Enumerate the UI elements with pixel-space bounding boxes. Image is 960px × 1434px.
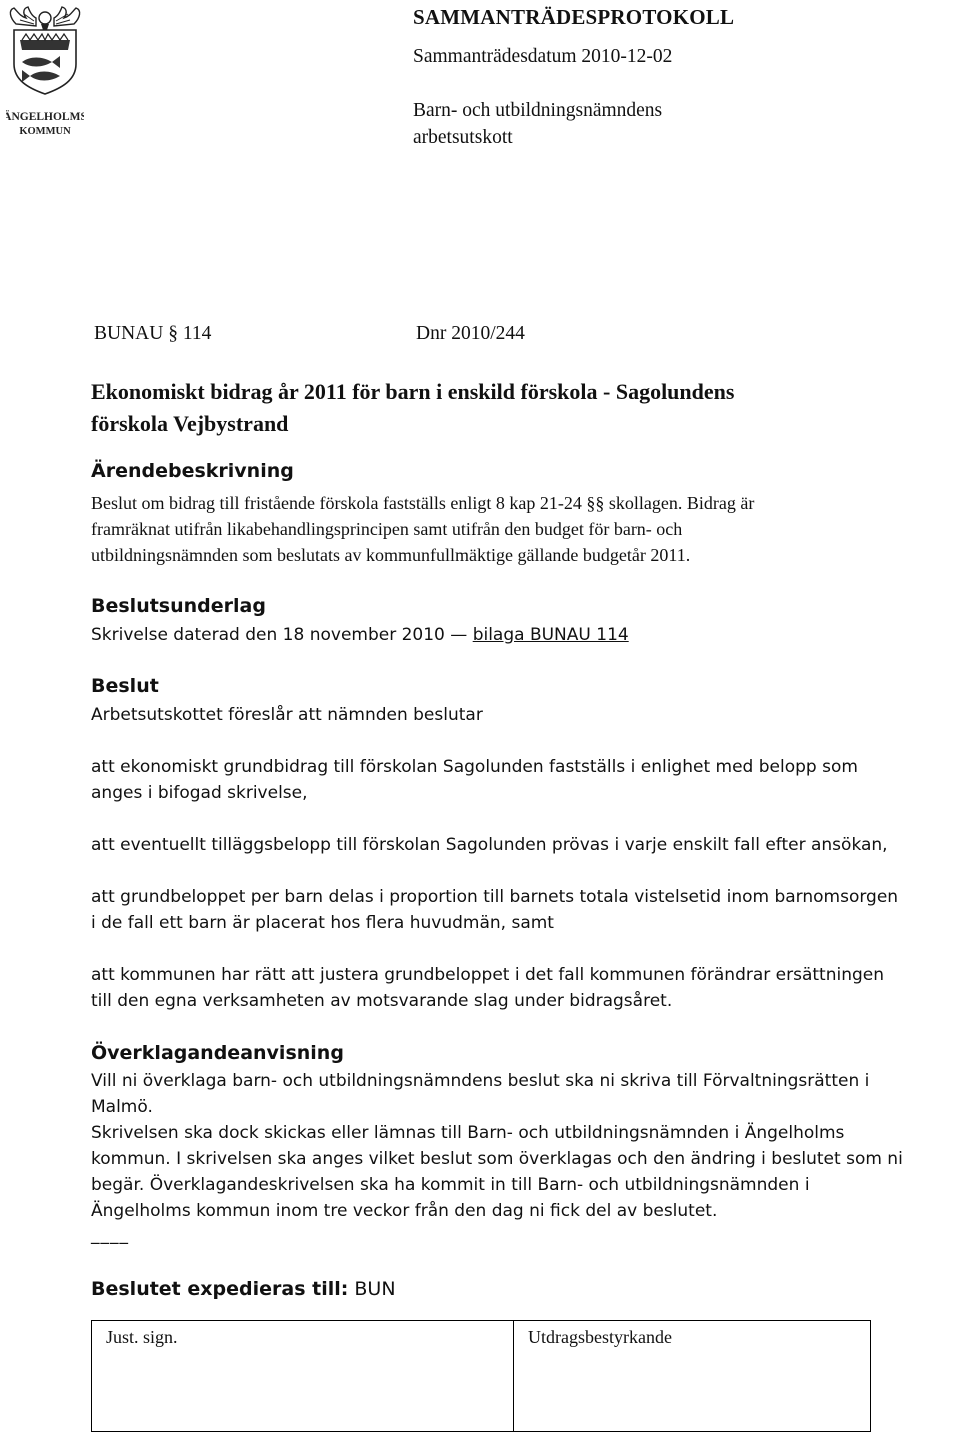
distribution-value: BUN — [348, 1278, 396, 1300]
signature-label-just: Just. sign. — [106, 1327, 178, 1347]
appeal-line6: Ängelholms kommun inom tre veckor från den dag ni fick del av beslutet. — [91, 1201, 718, 1221]
signature-cell-justering — [92, 1321, 514, 1431]
decision-basis-dash: — — [450, 625, 468, 645]
decision-item-2: att eventuellt tilläggsbelopp till förskolan Sagolunden prövas i varje enskilt fall efter ansökan, — [91, 835, 888, 855]
decision-item-1-line2: anges i bifogad skrivelse, — [91, 783, 308, 803]
meeting-date: Sammanträdesdatum 2010-12-02 — [413, 46, 673, 67]
decision-item-1 — [91, 754, 946, 806]
decision-item-3 — [91, 884, 946, 936]
decision-item-1-line1: att ekonomiskt grundbidrag till förskolan Sagolunden fastställs i enlighet med belopp som — [91, 757, 858, 777]
appeal-line2: Malmö. — [91, 1097, 153, 1117]
signature-label-utdrag: Utdragsbestyrkande — [528, 1327, 672, 1347]
case-description-line1: Beslut om bidrag till fristående förskola fastställs enligt 8 kap 21-24 §§ skollagen. Bidrag är — [91, 493, 755, 513]
appeal-line4: kommun. I skrivelsen ska anges vilket beslut som överklagas och den ändring i beslutet som ni — [91, 1149, 903, 1169]
svg-text:ÄNGELHOLMS: ÄNGELHOLMS — [6, 111, 84, 123]
decision-intro: Arbetsutskottet föreslår att nämnden beslutar — [91, 705, 483, 725]
case-description-line3: utbildningsnämnden som beslutats av kommunfullmäktige gällande budgetår 2011. — [91, 545, 691, 565]
decision-basis — [91, 622, 946, 648]
decision-item-3-line1: att grundbeloppet per barn delas i proportion till barnets totala vistelsetid inom barnomsorgen — [91, 887, 899, 907]
attachment-link[interactable]: bilaga BUNAU 114 — [472, 625, 629, 645]
case-title-line1: Ekonomiskt bidrag år 2011 för barn i enskild förskola - Sagolundens — [91, 379, 735, 404]
case-description — [91, 490, 941, 568]
section-heading-arendebeskrivning: Ärendebeskrivning — [91, 460, 294, 482]
case-title — [91, 376, 931, 440]
coat-of-arms-icon — [6, 6, 84, 138]
decision-item-4-line2: till den egna verksamheten av motsvarande slag under bidragsåret. — [91, 991, 673, 1011]
appeal-line5: begär. Överklagandeskrivelsen ska ha kommit in till Barn- och utbildningsnämnden i — [91, 1175, 810, 1195]
decision-basis-text: Skrivelse daterad den 18 november 2010 — [91, 625, 451, 645]
appeal-line3: Skrivelsen ska dock skickas eller lämnas till Barn- och utbildningsnämnden i Ängelholms — [91, 1123, 845, 1143]
svg-text:KOMMUN: KOMMUN — [19, 126, 71, 137]
paragraph-number: BUNAU § 114 — [94, 323, 212, 344]
case-title-line2: förskola Vejbystrand — [91, 411, 289, 436]
decision-item-4 — [91, 962, 946, 1014]
municipality-logo — [6, 6, 84, 138]
decision-item-4-line1: att kommunen har rätt att justera grundbeloppet i det fall kommunen förändrar ersättningen — [91, 965, 885, 985]
appeal-instructions — [91, 1068, 946, 1224]
section-heading-beslutsunderlag: Beslutsunderlag — [91, 595, 266, 617]
signature-cell-utdrag — [514, 1321, 686, 1431]
committee-name-line2: arbetsutskott — [413, 127, 513, 148]
section-heading-overklagande: Överklagandeanvisning — [91, 1042, 344, 1064]
signature-table — [91, 1320, 871, 1432]
case-description-line2: framräknat utifrån likabehandlingsprincipen samt utifrån den budget för barn- och — [91, 519, 683, 539]
distribution-label: Beslutet expedieras till: — [91, 1278, 349, 1300]
appeal-line1: Vill ni överklaga barn- och utbildningsnämndens beslut ska ni skriva till Förvaltningsrätten i — [91, 1071, 870, 1091]
committee-name-line1: Barn- och utbildningsnämndens — [413, 100, 663, 121]
section-heading-beslut: Beslut — [91, 675, 159, 697]
separator-line: ____ — [91, 1225, 129, 1245]
document-type-title: SAMMANTRÄDESPROTOKOLL — [413, 5, 735, 29]
distribution-line — [91, 1278, 396, 1300]
diary-number: Dnr 2010/244 — [416, 323, 525, 344]
decision-item-3-line2: i de fall ett barn är placerat hos flera huvudmän, samt — [91, 913, 554, 933]
